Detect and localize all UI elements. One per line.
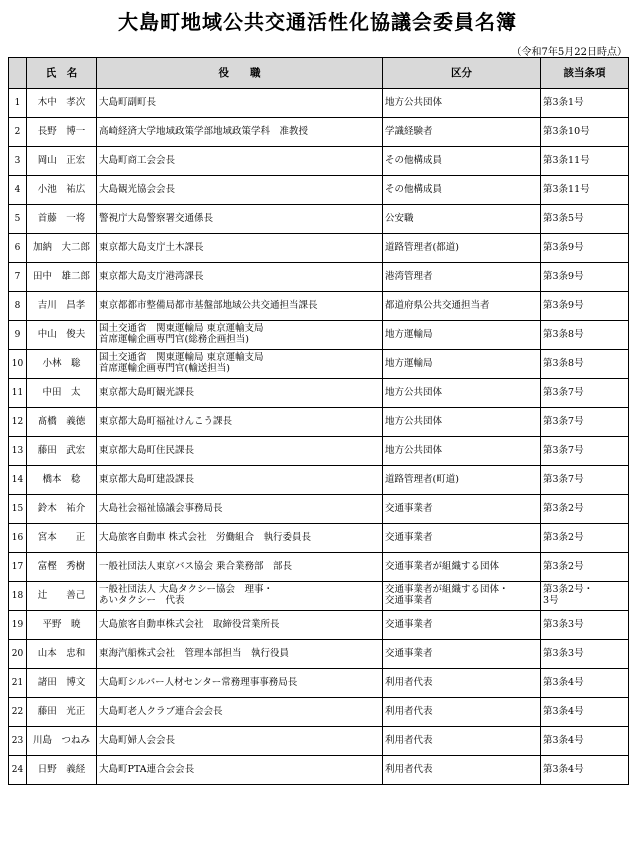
member-role: 東京都大島町建設課長 [97,466,383,495]
member-name: 藤田 武宏 [27,437,97,466]
row-number: 7 [9,263,27,292]
member-name: 平野 暁 [27,611,97,640]
member-category: 地方運輸局 [383,321,541,350]
row-number: 15 [9,495,27,524]
table-row [9,437,629,466]
member-article: 第3条7号 [541,437,629,466]
table-row [9,524,629,553]
member-role: 大島町老人クラブ連合会会長 [97,698,383,727]
table-row [9,350,629,379]
member-article: 第3条10号 [541,118,629,147]
member-name: 宮本 正 [27,524,97,553]
member-role: 大島町シルバー人材センター常務理事事務局長 [97,669,383,698]
row-number: 21 [9,669,27,698]
member-role: 東京都大島支庁港湾課長 [97,263,383,292]
member-category: 公安職 [383,205,541,234]
member-name: 辻 善己 [27,582,97,611]
table-body [9,89,629,785]
member-name: 首藤 一将 [27,205,97,234]
row-number: 9 [9,321,27,350]
member-name: 岡山 正宏 [27,147,97,176]
row-number: 17 [9,553,27,582]
member-category: 交通事業者 [383,495,541,524]
member-name: 藤田 光正 [27,698,97,727]
member-article: 第3条2号 [541,495,629,524]
row-number: 12 [9,408,27,437]
member-name: 長野 博一 [27,118,97,147]
row-number: 4 [9,176,27,205]
table-row [9,205,629,234]
row-number: 6 [9,234,27,263]
member-category: 交通事業者 [383,611,541,640]
member-role: 大島町副町長 [97,89,383,118]
member-category: 地方運輸局 [383,350,541,379]
table-row [9,727,629,756]
member-category: 地方公共団体 [383,437,541,466]
member-category: 利用者代表 [383,727,541,756]
member-category: 学識経験者 [383,118,541,147]
member-name: 鈴木 祐介 [27,495,97,524]
table-row [9,263,629,292]
member-category: 交通事業者 [383,640,541,669]
member-article: 第3条5号 [541,205,629,234]
header-row [9,58,629,89]
row-number: 18 [9,582,27,611]
member-category: 交通事業者 [383,524,541,553]
member-category: 都道府県公共交通担当者 [383,292,541,321]
table-row [9,89,629,118]
member-name: 山本 忠和 [27,640,97,669]
table-header [9,58,629,89]
table-row [9,321,629,350]
member-article: 第3条9号 [541,292,629,321]
header-no [9,58,27,89]
member-category: その他構成員 [383,147,541,176]
member-category: 交通事業者が組織する団体 [383,553,541,582]
member-name: 木中 孝次 [27,89,97,118]
member-name: 橋本 稔 [27,466,97,495]
row-number: 8 [9,292,27,321]
member-article: 第3条1号 [541,89,629,118]
row-number: 14 [9,466,27,495]
member-article: 第3条2号・ 3号 [541,582,629,611]
table-row [9,176,629,205]
member-role: 東京都大島支庁土木課長 [97,234,383,263]
row-number: 3 [9,147,27,176]
member-article: 第3条4号 [541,669,629,698]
header-article: 該当条項 [541,58,629,89]
member-article: 第3条7号 [541,408,629,437]
page-title: 大島町地域公共交通活性化協議会委員名簿 [118,10,517,34]
table-row [9,640,629,669]
table-row [9,669,629,698]
member-article: 第3条3号 [541,640,629,669]
date-note: （令和7年5月22日時点） [511,47,627,58]
row-number: 11 [9,379,27,408]
row-number: 22 [9,698,27,727]
member-article: 第3条8号 [541,321,629,350]
header-role: 役 職 [97,58,383,89]
row-number: 23 [9,727,27,756]
member-role: 大島旅客自動車 株式会社 労働組合 執行委員長 [97,524,383,553]
member-article: 第3条7号 [541,466,629,495]
member-role: 東京都大島町住民課長 [97,437,383,466]
row-number: 1 [9,89,27,118]
member-role: 国土交通省 関東運輸局 東京運輸支局 首席運輸企画専門官(総務企画担当) [97,321,383,350]
row-number: 13 [9,437,27,466]
member-category: 地方公共団体 [383,408,541,437]
member-category: 利用者代表 [383,669,541,698]
table-row [9,408,629,437]
member-role: 大島旅客自動車株式会社 取締役営業所長 [97,611,383,640]
member-category: 道路管理者(都道) [383,234,541,263]
member-category: 利用者代表 [383,698,541,727]
table-row [9,495,629,524]
member-category: その他構成員 [383,176,541,205]
table-row [9,292,629,321]
member-role: 東京都都市整備局都市基盤部地域公共交通担当課長 [97,292,383,321]
member-category: 地方公共団体 [383,89,541,118]
table-row [9,379,629,408]
header-category: 区分 [383,58,541,89]
member-category: 利用者代表 [383,756,541,785]
member-name: 加納 大二郎 [27,234,97,263]
table-row [9,582,629,611]
row-number: 5 [9,205,27,234]
table-row [9,118,629,147]
member-article: 第3条7号 [541,379,629,408]
table-row [9,147,629,176]
table-row [9,698,629,727]
table-row [9,466,629,495]
member-name: 中田 太 [27,379,97,408]
member-role: 大島町婦人会会長 [97,727,383,756]
row-number: 16 [9,524,27,553]
member-role: 一般社団法人 大島タクシー協会 理事・ あいタクシー 代表 [97,582,383,611]
member-name: 富樫 秀樹 [27,553,97,582]
member-article: 第3条4号 [541,727,629,756]
member-name: 小池 祐広 [27,176,97,205]
member-name: 田中 雄二郎 [27,263,97,292]
member-category: 道路管理者(町道) [383,466,541,495]
row-number: 10 [9,350,27,379]
member-category: 地方公共団体 [383,379,541,408]
member-article: 第3条4号 [541,698,629,727]
member-name: 日野 義経 [27,756,97,785]
member-name: 吉川 昌孝 [27,292,97,321]
member-name: 小林 聡 [27,350,97,379]
row-number: 2 [9,118,27,147]
member-article: 第3条11号 [541,147,629,176]
table-row [9,234,629,263]
member-name: 諸田 博文 [27,669,97,698]
member-role: 東京都大島町福祉けんこう課長 [97,408,383,437]
member-role: 大島社会福祉協議会事務局長 [97,495,383,524]
row-number: 19 [9,611,27,640]
member-role: 高崎経済大学地域政策学部地域政策学科 准教授 [97,118,383,147]
member-role: 東京都大島町観光課長 [97,379,383,408]
member-role: 東海汽船株式会社 管理本部担当 執行役員 [97,640,383,669]
member-name: 川島 つねみ [27,727,97,756]
member-article: 第3条9号 [541,263,629,292]
member-role: 大島町商工会会長 [97,147,383,176]
member-article: 第3条8号 [541,350,629,379]
member-article: 第3条4号 [541,756,629,785]
member-role: 一般社団法人東京バス協会 乗合業務部 部長 [97,553,383,582]
member-role: 国土交通省 関東運輸局 東京運輸支局 首席運輸企画専門官(輸送担当) [97,350,383,379]
member-article: 第3条2号 [541,553,629,582]
table-row [9,611,629,640]
member-role: 大島観光協会会長 [97,176,383,205]
member-role: 警視庁大島警察署交通係長 [97,205,383,234]
member-role: 大島町PTA連合会会長 [97,756,383,785]
member-article: 第3条9号 [541,234,629,263]
member-name: 髙橋 義徳 [27,408,97,437]
member-category: 交通事業者が組織する団体・ 交通事業者 [383,582,541,611]
member-name: 中山 俊夫 [27,321,97,350]
member-article: 第3条2号 [541,524,629,553]
member-table [8,57,629,785]
header-name: 氏 名 [27,58,97,89]
row-number: 24 [9,756,27,785]
table-row [9,756,629,785]
table-row [9,553,629,582]
row-number: 20 [9,640,27,669]
member-article: 第3条11号 [541,176,629,205]
member-article: 第3条3号 [541,611,629,640]
member-category: 港湾管理者 [383,263,541,292]
